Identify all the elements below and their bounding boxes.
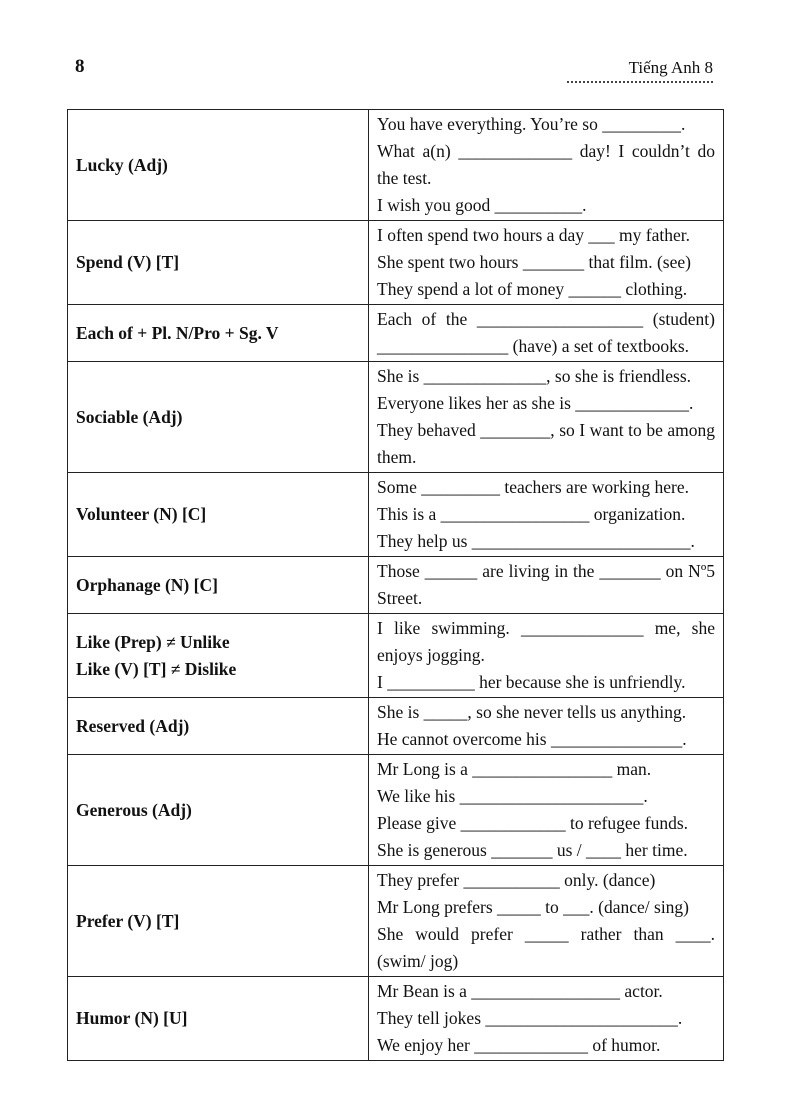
example-sentence: Please give ____________ to refugee funds. (377, 813, 689, 833)
term-cell (68, 305, 369, 362)
example-sentence: You have everything. You’re so _________. (377, 114, 686, 134)
table-row (68, 305, 724, 362)
term-cell (68, 557, 369, 614)
table-row (68, 473, 724, 557)
example-sentence: She is _____, so she never tells us anything. (377, 702, 687, 722)
table-row (68, 977, 724, 1061)
example-sentence: She would prefer _____ rather than ____. (swim/ jog) (377, 924, 715, 971)
table-row (68, 755, 724, 866)
examples-cell (369, 221, 724, 305)
examples-cell (369, 614, 724, 698)
example-sentence: They prefer ___________ only. (dance) (377, 870, 656, 890)
term-label: Prefer (V) [T] (76, 910, 180, 931)
examples-cell (369, 755, 724, 866)
example-sentence: I wish you good __________. (377, 195, 587, 215)
term-cell (68, 221, 369, 305)
table-row (68, 866, 724, 977)
table-row (68, 698, 724, 755)
examples-cell (369, 866, 724, 977)
term-label: Volunteer (N) [C] (76, 504, 207, 524)
term-label: Like (V) [T] ≠ Dislike (76, 658, 237, 679)
term-cell (68, 614, 369, 698)
term-label: Orphanage (N) [C] (76, 574, 218, 595)
examples-cell (369, 977, 724, 1061)
example-sentence: He cannot overcome his _______________. (377, 729, 687, 749)
term-cell (68, 977, 369, 1061)
table-row (68, 221, 724, 305)
term-label: Each of + Pl. N/Pro + Sg. V (76, 322, 279, 343)
examples-cell (369, 110, 724, 221)
example-sentence: Those ______ are living in the _______ on Nº5 Street. (377, 561, 715, 608)
example-sentence: They behaved ________, so I want to be among them. (377, 420, 715, 467)
term-label: Reserved (Adj) (76, 715, 190, 736)
vocabulary-table (67, 109, 724, 1061)
table-row (68, 557, 724, 614)
examples-cell (369, 473, 724, 557)
example-sentence: They tell jokes ______________________. (377, 1008, 683, 1028)
table-row (68, 614, 724, 698)
table-row (68, 362, 724, 473)
examples-cell (369, 305, 724, 362)
example-sentence: I often spend two hours a day ___ my father. (377, 225, 690, 245)
term-label: Generous (Adj) (76, 799, 192, 820)
term-cell (68, 362, 369, 473)
term-label: Like (Prep) ≠ Unlike (76, 631, 230, 652)
page-number: 8 (75, 56, 85, 77)
example-sentence: She is ______________, so she is friendless. (377, 366, 692, 386)
example-sentence: They help us _________________________. (377, 531, 695, 551)
example-sentence: We enjoy her _____________ of humor. (377, 1035, 661, 1055)
examples-cell (369, 557, 724, 614)
term-cell (68, 866, 369, 977)
example-sentence: Mr Long prefers _____ to ___. (dance/ sing) (377, 897, 690, 917)
example-sentence: Mr Long is a ________________ man. (377, 759, 652, 779)
running-title: Tiếng Anh 8 (567, 58, 713, 83)
example-sentence: She is generous _______ us / ____ her time. (377, 840, 688, 860)
example-sentence: I like swimming. ______________ me, she enjoys jogging. (377, 618, 715, 665)
example-sentence: Some _________ teachers are working here. (377, 477, 689, 497)
vocabulary-table-body (68, 110, 724, 1061)
examples-cell (369, 698, 724, 755)
term-cell (68, 698, 369, 755)
examples-cell (369, 362, 724, 473)
example-sentence: She spent two hours _______ that film. (see) (377, 252, 691, 272)
table-row (68, 110, 724, 221)
term-label: Lucky (Adj) (76, 154, 168, 175)
example-sentence: What a(n) _____________ day! I couldn’t do the test. (377, 141, 715, 188)
term-cell (68, 473, 369, 557)
term-cell (68, 110, 369, 221)
example-sentence: They spend a lot of money ______ clothing. (377, 279, 688, 299)
example-sentence: Everyone likes her as she is _____________. (377, 393, 694, 413)
example-sentence: This is a _________________ organization. (377, 504, 686, 524)
term-label: Sociable (Adj) (76, 406, 183, 427)
example-sentence: Mr Bean is a _________________ actor. (377, 981, 663, 1001)
example-sentence: We like his _____________________. (377, 786, 648, 806)
term-label: Humor (N) [U] (76, 1008, 188, 1028)
example-sentence: Each of the ___________________ (student) _______________ (have) a set of textbooks. (377, 309, 715, 356)
term-label: Spend (V) [T] (76, 252, 180, 272)
example-sentence: I __________ her because she is unfriendly. (377, 672, 686, 692)
term-cell (68, 755, 369, 866)
